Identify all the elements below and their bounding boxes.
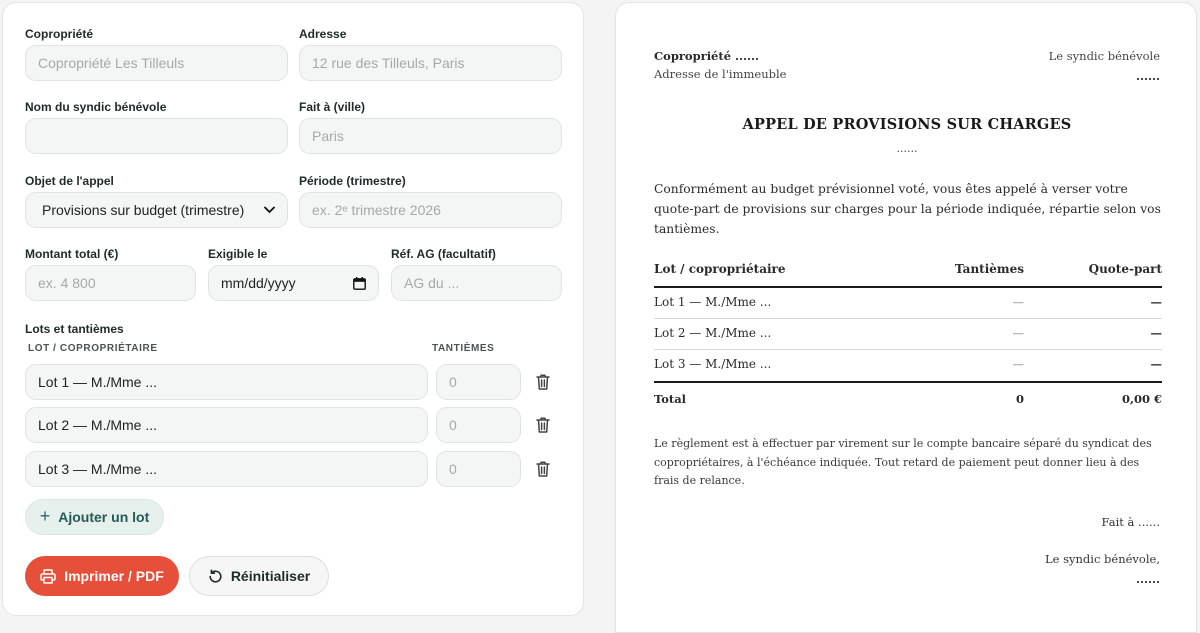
doc-table-total-label: Total bbox=[654, 392, 687, 406]
doc-paragraph: Conformément au budget prévisionnel voté, vous êtes appelé à verser votre quote-part de provisions sur charges pour la période indiquée, répartie selon vos tantièmes. bbox=[654, 182, 1161, 236]
syndic-label: Nom du syndic bénévole bbox=[25, 100, 167, 114]
syndic-input[interactable] bbox=[25, 118, 288, 154]
doc-copropriete: Copropriété ...... bbox=[654, 49, 760, 63]
reset-button[interactable] bbox=[189, 556, 329, 596]
ref-ag-input[interactable]: AG du ... bbox=[391, 265, 562, 301]
form-panel bbox=[2, 2, 584, 616]
doc-table-cell: Lot 1 — M./Mme ... bbox=[654, 295, 772, 309]
trash-icon[interactable] bbox=[535, 373, 551, 391]
adresse-input[interactable]: 12 rue des Tilleuls, Paris bbox=[299, 45, 562, 81]
printer-icon bbox=[40, 569, 56, 584]
montant-input[interactable]: ex. 4 800 bbox=[25, 265, 196, 301]
doc-table-cell: — bbox=[1012, 357, 1024, 371]
adresse-label: Adresse bbox=[299, 27, 347, 41]
lot-name-input[interactable]: Lot 3 — M./Mme ... bbox=[25, 451, 428, 487]
plus-icon: + bbox=[39, 505, 51, 526]
doc-table-cell: — bbox=[1150, 295, 1162, 309]
doc-table-header-lot: Lot / copropriétaire bbox=[654, 262, 786, 276]
row-divider bbox=[654, 318, 1162, 319]
document-preview bbox=[615, 2, 1197, 633]
add-lot-label: Ajouter un lot bbox=[58, 509, 150, 525]
trash-icon[interactable] bbox=[535, 416, 551, 434]
doc-title: APPEL DE PROVISIONS SUR CHARGES bbox=[742, 116, 1072, 133]
objet-select-value: Provisions sur budget (trimestre) bbox=[42, 202, 245, 218]
doc-syndic-header-dots: ...... bbox=[1135, 69, 1160, 83]
doc-table-header-quote-part: Quote-part bbox=[1088, 262, 1162, 276]
lot-name-input[interactable]: Lot 1 — M./Mme ... bbox=[25, 364, 428, 400]
periode-label: Période (trimestre) bbox=[299, 174, 406, 188]
print-button[interactable] bbox=[25, 556, 179, 596]
lots-section-title: Lots et tantièmes bbox=[25, 322, 124, 336]
doc-table-cell: — bbox=[1150, 326, 1162, 340]
doc-table-total-amount: 0,00 € bbox=[1121, 392, 1162, 406]
doc-address: Adresse de l'immeuble bbox=[654, 67, 787, 81]
lot-tantiemes-input[interactable]: 0 bbox=[436, 451, 521, 487]
doc-table-cell: — bbox=[1012, 295, 1024, 309]
chevron-down-icon bbox=[264, 206, 275, 214]
objet-label: Objet de l'appel bbox=[25, 174, 114, 188]
doc-table-total-tantiemes: 0 bbox=[1015, 392, 1024, 406]
objet-select[interactable] bbox=[25, 192, 288, 228]
doc-table-header-rule bbox=[654, 286, 1162, 288]
lot-name-input[interactable]: Lot 2 — M./Mme ... bbox=[25, 407, 428, 443]
lots-column-header-tantiemes: TANTIÈMES bbox=[432, 343, 495, 354]
doc-signature-dots: ...... bbox=[1135, 572, 1160, 586]
doc-subtitle: ...... bbox=[896, 142, 918, 155]
doc-signature-label: Le syndic bénévole, bbox=[1045, 552, 1160, 566]
ref-ag-label: Réf. AG (facultatif) bbox=[391, 247, 496, 261]
doc-payment-note: Le règlement est à effectuer par virement sur le compte bancaire séparé du syndicat des copropriétaires, à l'échéance indiquée. Tout retard de paiement peut donner lieu à des frais de relance. bbox=[654, 437, 1152, 487]
lot-tantiemes-input[interactable]: 0 bbox=[436, 407, 521, 443]
fait-a-input[interactable]: Paris bbox=[299, 118, 562, 154]
fait-a-label: Fait à (ville) bbox=[299, 100, 366, 114]
doc-table-cell: Lot 3 — M./Mme ... bbox=[654, 357, 772, 371]
doc-table-header-tantiemes: Tantièmes bbox=[954, 262, 1024, 276]
doc-table-cell: — bbox=[1012, 326, 1024, 340]
reset-icon bbox=[208, 569, 223, 584]
doc-table-cell: Lot 2 — M./Mme ... bbox=[654, 326, 772, 340]
lots-column-header-lot: LOT / COPROPRIÉTAIRE bbox=[28, 343, 158, 354]
reset-label: Réinitialiser bbox=[230, 568, 311, 584]
copropriete-input[interactable]: Copropriété Les Tilleuls bbox=[25, 45, 288, 81]
print-label: Imprimer / PDF bbox=[64, 568, 164, 584]
trash-icon[interactable] bbox=[535, 460, 551, 478]
row-divider bbox=[654, 349, 1162, 350]
doc-table-total-rule bbox=[654, 381, 1162, 383]
copropriete-label: Copropriété bbox=[25, 27, 94, 41]
doc-syndic-header: Le syndic bénévole bbox=[1048, 49, 1160, 63]
lot-tantiemes-input[interactable]: 0 bbox=[436, 364, 521, 400]
exigible-date-value: mm/dd/yyyy bbox=[221, 275, 296, 291]
add-lot-button[interactable] bbox=[25, 499, 164, 535]
exigible-date-input[interactable] bbox=[208, 265, 379, 301]
calendar-icon[interactable] bbox=[353, 277, 366, 290]
exigible-label: Exigible le bbox=[208, 247, 268, 261]
periode-input[interactable]: ex. 2ᵉ trimestre 2026 bbox=[299, 192, 562, 228]
doc-table-cell: — bbox=[1150, 357, 1162, 371]
montant-label: Montant total (€) bbox=[25, 247, 119, 261]
doc-fait-a: Fait à ...... bbox=[1101, 515, 1160, 529]
